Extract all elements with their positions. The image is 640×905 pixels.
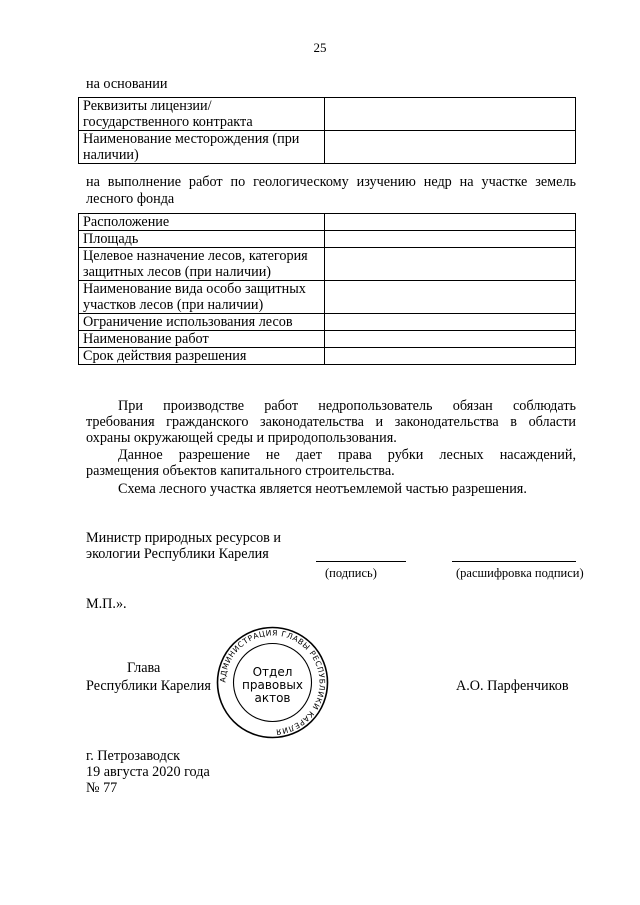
row-label-line: Расположение [83,214,170,230]
signature-decode-line [452,561,576,562]
para2-line1: Данное разрешение не дает права рубки лесных насаждений, [118,447,576,463]
para3: Схема лесного участка является неотъемлемой частью разрешения. [118,481,527,497]
row-value [325,131,576,164]
stamp-text: правовых [242,678,303,692]
head-name: А.О. Парфенчиков [456,678,569,694]
row-label-line: Наименование работ [83,331,209,347]
row-label-line: Реквизиты лицензии/ [83,98,212,114]
row-label [79,348,325,365]
head-org: Республики Карелия [86,678,211,694]
row-value [325,248,576,281]
row-value [325,214,576,231]
row-label-line: государственного контракта [83,114,253,130]
row-value [325,98,576,131]
intro-purpose-line2: лесного фонда [86,191,175,207]
city: г. Петрозаводск [86,748,181,764]
row-label-line: Площадь [83,231,139,247]
intro-basis: на основании [86,76,168,92]
signature-decode-caption: (расшифровка подписи) [456,566,584,580]
row-label [79,231,325,248]
row-label [79,214,325,231]
minister-title-line2: экологии Республики Карелия [86,546,269,562]
table-row [79,314,576,331]
row-label-line: Наименование месторождения (при [83,131,300,147]
seal-place-mark: М.П.». [86,596,127,612]
forest-plot-table [78,213,576,365]
row-label [79,331,325,348]
signature-line [316,561,406,562]
intro-purpose-line1: на выполнение работ по геологическому изучению недр на участке земель [86,174,576,190]
table-row [79,131,576,164]
date: 19 августа 2020 года [86,764,210,780]
row-value [325,281,576,314]
para1-line3: охраны окружающей среды и природопользования. [86,430,397,446]
table-row [79,231,576,248]
signature-caption: (подпись) [325,566,377,580]
minister-title-line1: Министр природных ресурсов и [86,530,282,546]
official-stamp [215,625,330,740]
head-title: Глава [127,660,161,676]
para1-line1: При производстве работ недропользователь обязан соблюдать [118,398,576,414]
row-value [325,331,576,348]
row-value [325,231,576,248]
stamp-ring-text: АДМИНИСТРАЦИЯ ГЛАВЫ РЕСПУБЛИКИ КАРЕЛИЯ [218,628,327,737]
table-row [79,248,576,281]
row-label-line: Срок действия разрешения [83,348,247,364]
row-label-line: Целевое назначение лесов, категория [83,248,308,264]
row-label [79,98,325,131]
row-label-line: наличии) [83,147,139,163]
row-label-line: Ограничение использования лесов [83,314,293,330]
row-label [79,314,325,331]
row-value [325,314,576,331]
license-table [78,97,576,164]
row-label [79,281,325,314]
table-row [79,281,576,314]
table-row [79,331,576,348]
para2-line2: размещения объектов капитального строительства. [86,463,395,479]
table-row [79,348,576,365]
row-label [79,248,325,281]
row-label [79,131,325,164]
row-label-line: защитных лесов (при наличии) [83,264,272,280]
stamp-text: актов [254,691,291,705]
row-value [325,348,576,365]
row-label-line: участков лесов (при наличии) [83,297,264,313]
para1-line2: требования гражданского законодательства и законодательства в области [86,414,576,430]
stamp-text: Отдел [252,665,293,679]
row-label-line: Наименование вида особо защитных [83,281,306,297]
table-row [79,98,576,131]
table-row [79,214,576,231]
page-number: 25 [313,40,327,55]
document-number: № 77 [86,780,118,796]
